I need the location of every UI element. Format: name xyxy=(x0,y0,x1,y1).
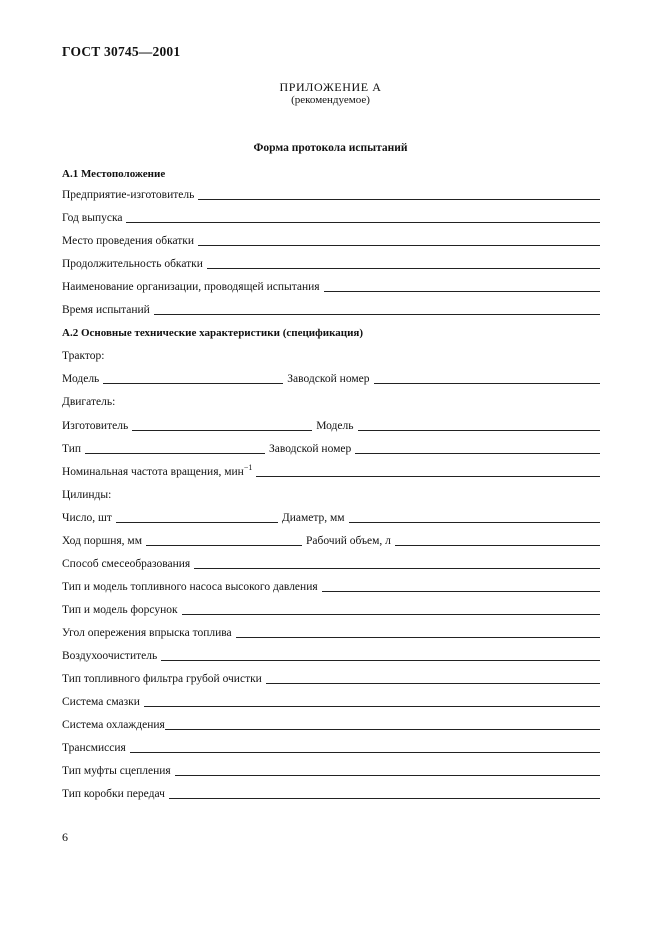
field-injectors xyxy=(62,601,600,617)
field-year xyxy=(62,209,600,225)
field-label: Тип топливного фильтра грубой очистки xyxy=(62,673,262,685)
field-manufacturer xyxy=(62,186,600,202)
field-cylinder-count-diameter xyxy=(62,509,600,525)
field-label xyxy=(62,461,252,479)
field-label: Воздухоочиститель xyxy=(62,650,158,662)
field-label: Тип xyxy=(62,443,82,455)
fill-line[interactable] xyxy=(395,545,600,546)
field-label: Заводской номер xyxy=(269,443,352,455)
fill-line[interactable] xyxy=(165,729,600,730)
fill-line[interactable] xyxy=(146,545,302,546)
document-code: ГОСТ 30745—2001 xyxy=(62,44,181,59)
fill-line[interactable] xyxy=(175,775,600,776)
field-fuel-filter xyxy=(62,670,600,686)
fill-line[interactable] xyxy=(374,383,601,384)
fill-line[interactable] xyxy=(154,314,600,315)
field-label: Место проведения обкатки xyxy=(62,235,195,247)
field-gearbox xyxy=(62,785,600,801)
appendix-subtitle: (рекомендуемое) xyxy=(291,94,370,106)
field-label: Число, шт xyxy=(62,512,112,524)
field-label: Предприятие-изготовитель xyxy=(62,189,195,201)
field-label: Тип и модель форсунок xyxy=(62,604,178,616)
fill-line[interactable] xyxy=(169,798,600,799)
field-label: Угол опережения впрыска топлива xyxy=(62,627,232,639)
field-tractor-model-serial xyxy=(62,370,600,386)
field-air-cleaner xyxy=(62,647,600,663)
fill-line[interactable] xyxy=(161,660,600,661)
field-label: Тип и модель топливного насоса высокого давления xyxy=(62,581,318,593)
fill-line[interactable] xyxy=(85,453,265,454)
rated-speed-label: Номинальная частота вращения, мин xyxy=(62,466,244,478)
field-run-in-duration xyxy=(62,255,600,271)
field-label: Наименование организации, проводящей испытания xyxy=(62,281,320,293)
field-label: Система охлаждения xyxy=(62,719,165,731)
field-label: Тип муфты сцепления xyxy=(62,765,171,777)
fill-line[interactable] xyxy=(132,430,312,431)
fill-line[interactable] xyxy=(182,614,600,615)
field-label: Тип коробки передач xyxy=(62,788,165,800)
field-run-in-place xyxy=(62,232,600,248)
fill-line[interactable] xyxy=(324,291,600,292)
fill-line[interactable] xyxy=(236,637,600,638)
field-mixture-formation xyxy=(62,555,600,571)
fill-line[interactable] xyxy=(103,383,283,384)
field-label: Заводской номер xyxy=(287,373,370,385)
field-injection-pump xyxy=(62,578,600,594)
fill-line[interactable] xyxy=(256,476,600,477)
field-label: Модель xyxy=(62,373,100,385)
fill-line[interactable] xyxy=(358,430,601,431)
field-engine-type-serial xyxy=(62,440,600,456)
field-engine-maker-model xyxy=(62,417,600,433)
fill-line[interactable] xyxy=(116,522,278,523)
fill-line[interactable] xyxy=(126,222,600,223)
field-label: Продолжительность обкатки xyxy=(62,258,203,270)
field-organization xyxy=(62,278,600,294)
field-label: Ход поршня, мм xyxy=(62,535,142,547)
field-transmission xyxy=(62,739,600,755)
fill-line[interactable] xyxy=(266,683,600,684)
field-label: Способ смесеобразования xyxy=(62,558,191,570)
section-a2-heading: А.2 Основные технические характеристики (спецификация) xyxy=(62,327,364,339)
field-stroke-displacement xyxy=(62,532,600,548)
fill-line[interactable] xyxy=(207,268,600,269)
fill-line[interactable] xyxy=(194,568,600,569)
tractor-label: Трактор: xyxy=(62,350,105,362)
fill-line[interactable] xyxy=(130,752,600,753)
fill-line[interactable] xyxy=(144,706,600,707)
field-injection-timing xyxy=(62,624,600,640)
field-label: Модель xyxy=(316,420,354,432)
field-label: Система смазки xyxy=(62,696,140,708)
engine-label: Двигатель: xyxy=(62,396,116,408)
fill-line[interactable] xyxy=(198,199,600,200)
field-rated-speed xyxy=(62,463,600,479)
field-label: Рабочий объем, л xyxy=(305,535,391,547)
field-label: Изготовитель xyxy=(62,420,129,432)
section-a1-heading: А.1 Местоположение xyxy=(62,168,166,180)
field-label: Диаметр, мм xyxy=(281,512,345,524)
rated-speed-exponent: −1 xyxy=(243,463,253,472)
fill-line[interactable] xyxy=(198,245,600,246)
cylinders-label: Цилинды: xyxy=(62,489,112,501)
field-lubrication xyxy=(62,693,600,709)
field-label: Трансмиссия xyxy=(62,742,126,754)
field-label: Время испытаний xyxy=(62,304,150,316)
field-test-time xyxy=(62,301,600,317)
appendix-title: ПРИЛОЖЕНИЕ А xyxy=(279,80,382,94)
field-cooling xyxy=(62,716,600,732)
form-title: Форма протокола испытаний xyxy=(253,142,408,154)
fill-line[interactable] xyxy=(349,522,600,523)
field-label: Год выпуска xyxy=(62,212,123,224)
fill-line[interactable] xyxy=(355,453,600,454)
page-number: 6 xyxy=(62,830,68,844)
fill-line[interactable] xyxy=(322,591,600,592)
field-clutch xyxy=(62,762,600,778)
